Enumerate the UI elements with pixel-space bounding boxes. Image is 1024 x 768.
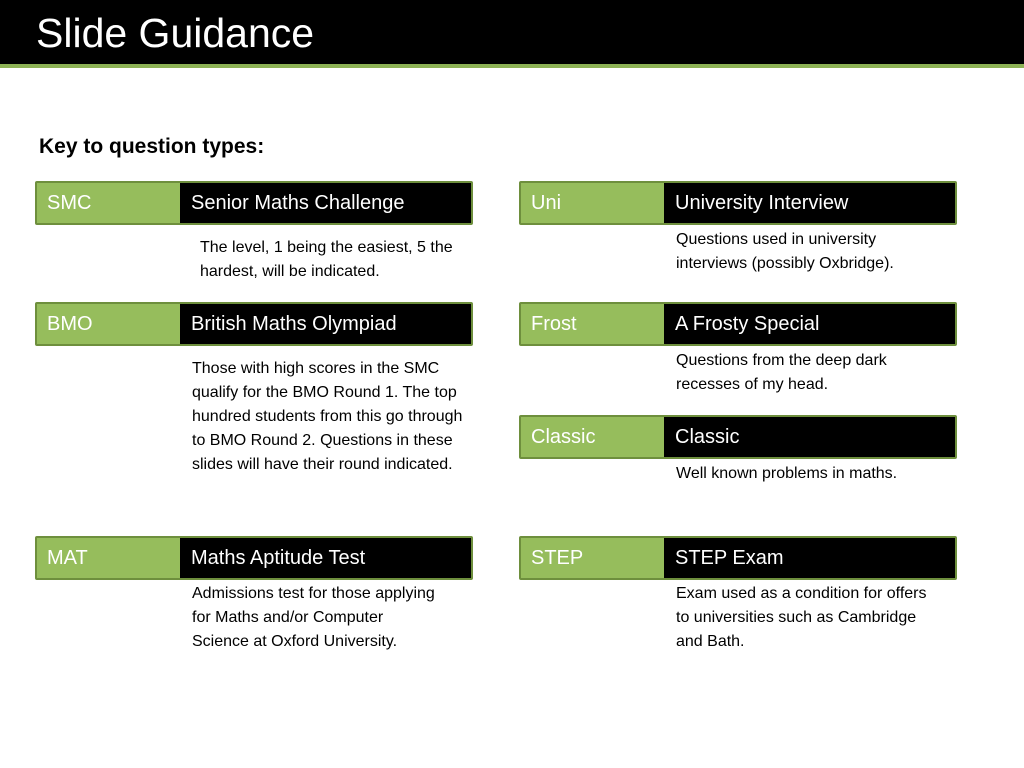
question-type-name: British Maths Olympiad [180,304,471,344]
question-type-code: Classic [521,417,664,457]
question-type-description-classic: Well known problems in maths. [676,465,898,482]
question-type-code: BMO [37,304,180,344]
question-type-code: MAT [37,538,180,578]
question-type-description-mat: Admissions test for those applying for Maths and/or Computer Science at Oxford University. [192,585,435,650]
question-type-uni [519,181,957,225]
slide-title: Slide Guidance [36,10,315,56]
question-type-name: A Frosty Special [664,304,955,344]
question-type-step [519,536,957,580]
question-type-name: STEP Exam [664,538,955,578]
key-heading: Key to question types: [39,135,265,158]
question-type-code: Uni [521,183,664,223]
question-type-smc [35,181,473,225]
question-type-name: Maths Aptitude Test [180,538,471,578]
question-type-mat [35,536,473,580]
question-type-code: SMC [37,183,180,223]
question-type-code: Frost [521,304,664,344]
question-type-name: University Interview [664,183,955,223]
question-type-code: STEP [521,538,664,578]
question-type-classic [519,415,957,459]
question-type-description-smc: The level, 1 being the easiest, 5 the hardest, will be indicated. [200,239,453,280]
question-type-description-frost: Questions from the deep dark recesses of my head. [676,352,887,393]
question-type-bmo [35,302,473,346]
question-type-description-step: Exam used as a condition for offers to universities such as Cambridge and Bath. [676,585,927,650]
question-type-frost [519,302,957,346]
question-type-description-uni: Questions used in university interviews (possibly Oxbridge). [676,231,894,272]
question-type-description-bmo: Those with high scores in the SMC qualify for the BMO Round 1. The top hundred students from this go through to BMO Round 2. Questions in these slides will have their round indicated. [192,360,463,473]
question-type-name: Senior Maths Challenge [180,183,471,223]
question-type-name: Classic [664,417,955,457]
slide-header [0,0,1024,68]
